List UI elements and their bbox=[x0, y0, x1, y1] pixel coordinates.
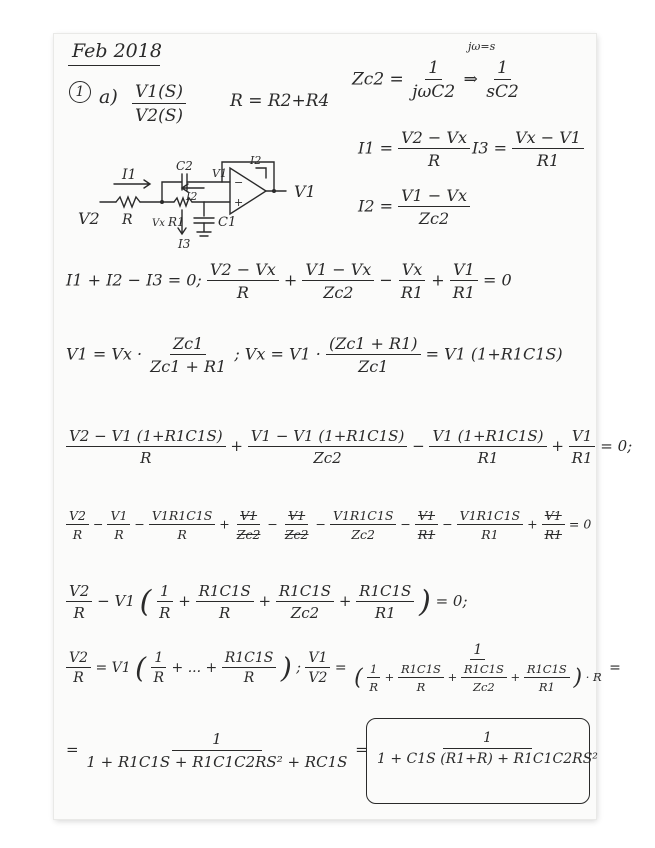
eq4-t1n: V2 bbox=[66, 508, 89, 525]
eq6-t1d: R bbox=[73, 670, 84, 686]
eq2-f2n: (Zc1 + R1) bbox=[326, 334, 421, 355]
eq5-op3: + bbox=[338, 592, 352, 610]
eq4-t3d: R bbox=[177, 527, 187, 542]
i2-num: V1 − Vx bbox=[398, 186, 470, 207]
eq5-p1d: R bbox=[159, 604, 171, 622]
eq1-rhs: = 0 bbox=[483, 270, 512, 290]
eq4-t8n: V1R1C1S bbox=[457, 508, 523, 525]
eq6-dop1: + bbox=[384, 670, 395, 684]
eq3-t1d: R bbox=[140, 449, 152, 467]
substituted-equation bbox=[66, 427, 632, 467]
zc2-den2: sC2 bbox=[486, 82, 519, 102]
i1-den: R bbox=[428, 151, 441, 170]
eq4-t2n: V1 bbox=[107, 508, 130, 525]
eq1-op1: + bbox=[283, 270, 298, 290]
zc2-definition bbox=[352, 58, 522, 102]
current-i2 bbox=[358, 186, 470, 228]
eq7-n2: 1 bbox=[443, 730, 532, 749]
eq5-p3n: R1C1S bbox=[276, 582, 334, 602]
eq2-lhs: V1 = Vx · bbox=[66, 344, 143, 364]
label-c1: C1 bbox=[218, 215, 237, 230]
eq4-rhs: = 0 bbox=[568, 516, 592, 532]
eq4-t4n: V1 bbox=[237, 508, 260, 525]
eq2-rhs: = V1 (1+R1C1S) bbox=[425, 344, 563, 364]
final-equation bbox=[66, 730, 368, 771]
eq4-t4d: Zc2 bbox=[236, 527, 261, 542]
eq1-t4n: V1 bbox=[450, 260, 478, 281]
circuit-diagram bbox=[54, 34, 344, 274]
eq6-t1n: V2 bbox=[66, 650, 91, 668]
eq6-p2n: R1C1S bbox=[222, 650, 277, 668]
eq5-p2n: R1C1S bbox=[196, 582, 254, 602]
zc2-arrow: ⇒ bbox=[463, 69, 478, 90]
eq6-dtail: · R bbox=[585, 670, 602, 684]
label-i2: I2 bbox=[186, 190, 198, 203]
eq4-t1d: R bbox=[72, 527, 83, 542]
eq4-op3: + bbox=[219, 516, 230, 532]
eq6-d1d: R bbox=[369, 680, 378, 694]
eq4-op2: − bbox=[134, 516, 145, 532]
eq1-t2n: V1 − Vx bbox=[302, 260, 374, 281]
eq6-d2d: R bbox=[416, 680, 426, 694]
eq6-p1n: 1 bbox=[151, 650, 166, 668]
eq6-mid: = V1 bbox=[95, 660, 131, 676]
eq4-t8d: R1 bbox=[481, 527, 499, 542]
eq1-t1d: R bbox=[236, 283, 249, 302]
label-c2: C2 bbox=[176, 159, 193, 173]
divider-equation bbox=[66, 334, 563, 376]
eq4-op4: − bbox=[267, 516, 278, 532]
eq6-d2n: R1C1S bbox=[398, 662, 444, 678]
eq5-p4n: R1C1S bbox=[356, 582, 414, 602]
eq3-op3: + bbox=[551, 437, 564, 455]
i1-num: V2 − Vx bbox=[398, 128, 470, 149]
eq4-t3n: V1R1C1S bbox=[149, 508, 215, 525]
eq4-t6n: V1R1C1S bbox=[330, 508, 396, 525]
transfer-equation: $\frac{V2}{R}$ = V1 ( $\frac{1}{R}$ + ... + $\frac{R1C1S}{R}$ ) ; $\frac{V1}{V2}$ = 1 ( $\frac{1}{R}$ + $\frac{R1C1S}{R}$ + $\frac{R1C1S}{Zc2}$ + $\frac{R1C1S}{R1}$ ) · R = bbox=[66, 642, 621, 694]
eq4-t6d: Zc2 bbox=[351, 527, 375, 542]
eq5-p2d: R bbox=[219, 604, 231, 622]
eq1-t3d: R1 bbox=[400, 283, 424, 302]
eq3-t3n: V1 (1+R1C1S) bbox=[429, 427, 546, 447]
zc2-num2: 1 bbox=[494, 58, 511, 80]
eq5-p4d: R1 bbox=[374, 604, 396, 622]
eq6-r1n: V1 bbox=[305, 650, 330, 668]
eq6-d4d: R1 bbox=[538, 680, 555, 694]
eq4-op6: − bbox=[400, 516, 411, 532]
label-v1-small: V1 bbox=[212, 167, 227, 180]
eq1-t3n: Vx bbox=[399, 260, 426, 281]
eq4-t2d: R bbox=[114, 527, 124, 542]
eq3-t4d: R1 bbox=[571, 449, 593, 467]
eq6-rhs: = bbox=[609, 660, 621, 676]
eq6-dop3: + bbox=[510, 670, 521, 684]
zc2-note: jω=s bbox=[468, 40, 496, 53]
eq4-t5d: Zc2 bbox=[284, 527, 309, 542]
eq6-bign: 1 bbox=[470, 642, 485, 660]
eq4-op7: − bbox=[442, 516, 453, 532]
eq6-r1d: V2 bbox=[308, 670, 328, 686]
eq1-t2d: Zc2 bbox=[323, 283, 354, 302]
eq4-t9d: R1 bbox=[544, 527, 562, 542]
eq1-t4d: R1 bbox=[452, 283, 475, 302]
eq1-op2: − bbox=[379, 270, 393, 290]
i3-lhs: I3 = bbox=[472, 138, 507, 158]
eq4-op5: − bbox=[315, 516, 326, 532]
label-r1: R1 bbox=[168, 215, 185, 229]
label-vx: Vx bbox=[152, 218, 165, 229]
label-v1: V1 bbox=[294, 182, 316, 201]
eq7-n1: 1 bbox=[172, 730, 262, 751]
eq4-t5n: V1 bbox=[285, 508, 308, 525]
label-plus: + bbox=[234, 196, 244, 209]
eq6-d3d: Zc2 bbox=[472, 680, 495, 694]
eq1-t1n: V2 − Vx bbox=[207, 260, 279, 281]
eq6-dots: + ... + bbox=[171, 660, 218, 676]
eq6-eq: = bbox=[334, 660, 347, 676]
transfer-num: V1(S) bbox=[132, 82, 186, 104]
i3-den: R1 bbox=[536, 151, 560, 170]
eq3-t2n: V1 − V1 (1+R1C1S) bbox=[248, 427, 408, 447]
eq6-p1d: R bbox=[153, 670, 165, 686]
i3-num: Vx − V1 bbox=[512, 128, 584, 149]
problem-number: 1 bbox=[69, 81, 91, 103]
eq3-t3d: R1 bbox=[477, 449, 499, 467]
eq5-op2: + bbox=[258, 592, 272, 610]
capacitor-c1 bbox=[194, 218, 214, 223]
zc2-lhs: Zc2 = bbox=[352, 69, 404, 90]
date-label: Feb 2018 bbox=[72, 40, 162, 62]
transfer-den: V2(S) bbox=[135, 106, 184, 126]
eq7-d1: 1 + R1C1S + R1C1C2RS² + RC1S bbox=[86, 753, 348, 771]
resistor-r bbox=[116, 197, 140, 207]
factored-equation: $\frac{V2}{R}$ − V1 ( $\frac{1}{R}$ + $\frac{R1C1S}{R}$ + $\frac{R1C1S}{Zc2}$ + $\frac{R1C1S}{R1}$ ) = 0; bbox=[66, 582, 468, 622]
label-minus: − bbox=[234, 176, 244, 189]
eq5-rhs: = 0; bbox=[435, 592, 468, 610]
current-i3 bbox=[472, 128, 584, 170]
i2-den: Zc2 bbox=[418, 209, 450, 228]
zc2-den1: jωC2 bbox=[412, 82, 456, 102]
notebook-page bbox=[54, 34, 633, 819]
eq5-t1n: V2 bbox=[66, 582, 92, 602]
zc2-num1: 1 bbox=[425, 58, 442, 80]
expanded-equation bbox=[66, 508, 591, 542]
final-result bbox=[374, 730, 601, 767]
eq6-sep: ; bbox=[296, 660, 301, 676]
i2b-arrow bbox=[256, 168, 266, 178]
eq4-t9n: V1 bbox=[542, 508, 565, 525]
eq2-f1n: Zc1 bbox=[170, 334, 206, 355]
eq5-p1n: 1 bbox=[157, 582, 173, 602]
eq6-dop2: + bbox=[447, 670, 458, 684]
eq4-t7d: R1 bbox=[417, 527, 436, 542]
label-i1: I1 bbox=[122, 167, 137, 183]
eq3-rhs: = 0; bbox=[600, 437, 633, 455]
eq2-f2d: Zc1 bbox=[358, 357, 389, 376]
current-i1 bbox=[358, 128, 470, 170]
part-label: a) bbox=[99, 86, 118, 108]
eq3-t1n: V2 − V1 (1+R1C1S) bbox=[66, 427, 226, 447]
kcl-lhs: I1 + I2 − I3 = 0; bbox=[66, 270, 202, 290]
eq6-d3n: R1C1S bbox=[461, 662, 507, 678]
eq3-op2: − bbox=[412, 437, 425, 455]
label-i3: I3 bbox=[178, 237, 191, 251]
eq2-f1d: Zc1 + R1 bbox=[150, 357, 227, 376]
eq5-t1d: R bbox=[73, 604, 85, 622]
eq5-op1: + bbox=[178, 592, 191, 610]
eq6-d1n: 1 bbox=[367, 662, 380, 678]
eq7-lead: = bbox=[66, 740, 79, 759]
eq3-op1: + bbox=[230, 437, 243, 455]
i1-lhs: I1 = bbox=[358, 138, 393, 158]
eq1-op3: + bbox=[431, 270, 445, 290]
eq4-t7n: V1 bbox=[415, 508, 438, 525]
eq7-d2: 1 + C1S (R1+R) + R1C1C2RS² bbox=[377, 751, 598, 767]
kcl-equation bbox=[66, 260, 512, 302]
eq3-t4n: V1 bbox=[569, 427, 595, 447]
eq6-d4n: R1C1S bbox=[524, 662, 570, 678]
label-i2b: I2 bbox=[250, 154, 262, 167]
eq7-eq: = bbox=[355, 740, 368, 759]
i2-lhs: I2 = bbox=[358, 196, 393, 216]
resistance-def: R = R2+R4 bbox=[230, 91, 330, 111]
eq6-p2d: R bbox=[243, 670, 255, 686]
eq5-mid: − V1 bbox=[97, 592, 135, 610]
eq3-t2d: Zc2 bbox=[313, 449, 342, 467]
eq2-sep: ; Vx = V1 · bbox=[234, 344, 321, 364]
eq5-p3d: Zc2 bbox=[290, 604, 320, 622]
eq4-op8: + bbox=[527, 516, 538, 532]
label-v2: V2 bbox=[78, 209, 100, 228]
eq4-op1: − bbox=[92, 516, 104, 532]
label-r: R bbox=[122, 212, 133, 228]
